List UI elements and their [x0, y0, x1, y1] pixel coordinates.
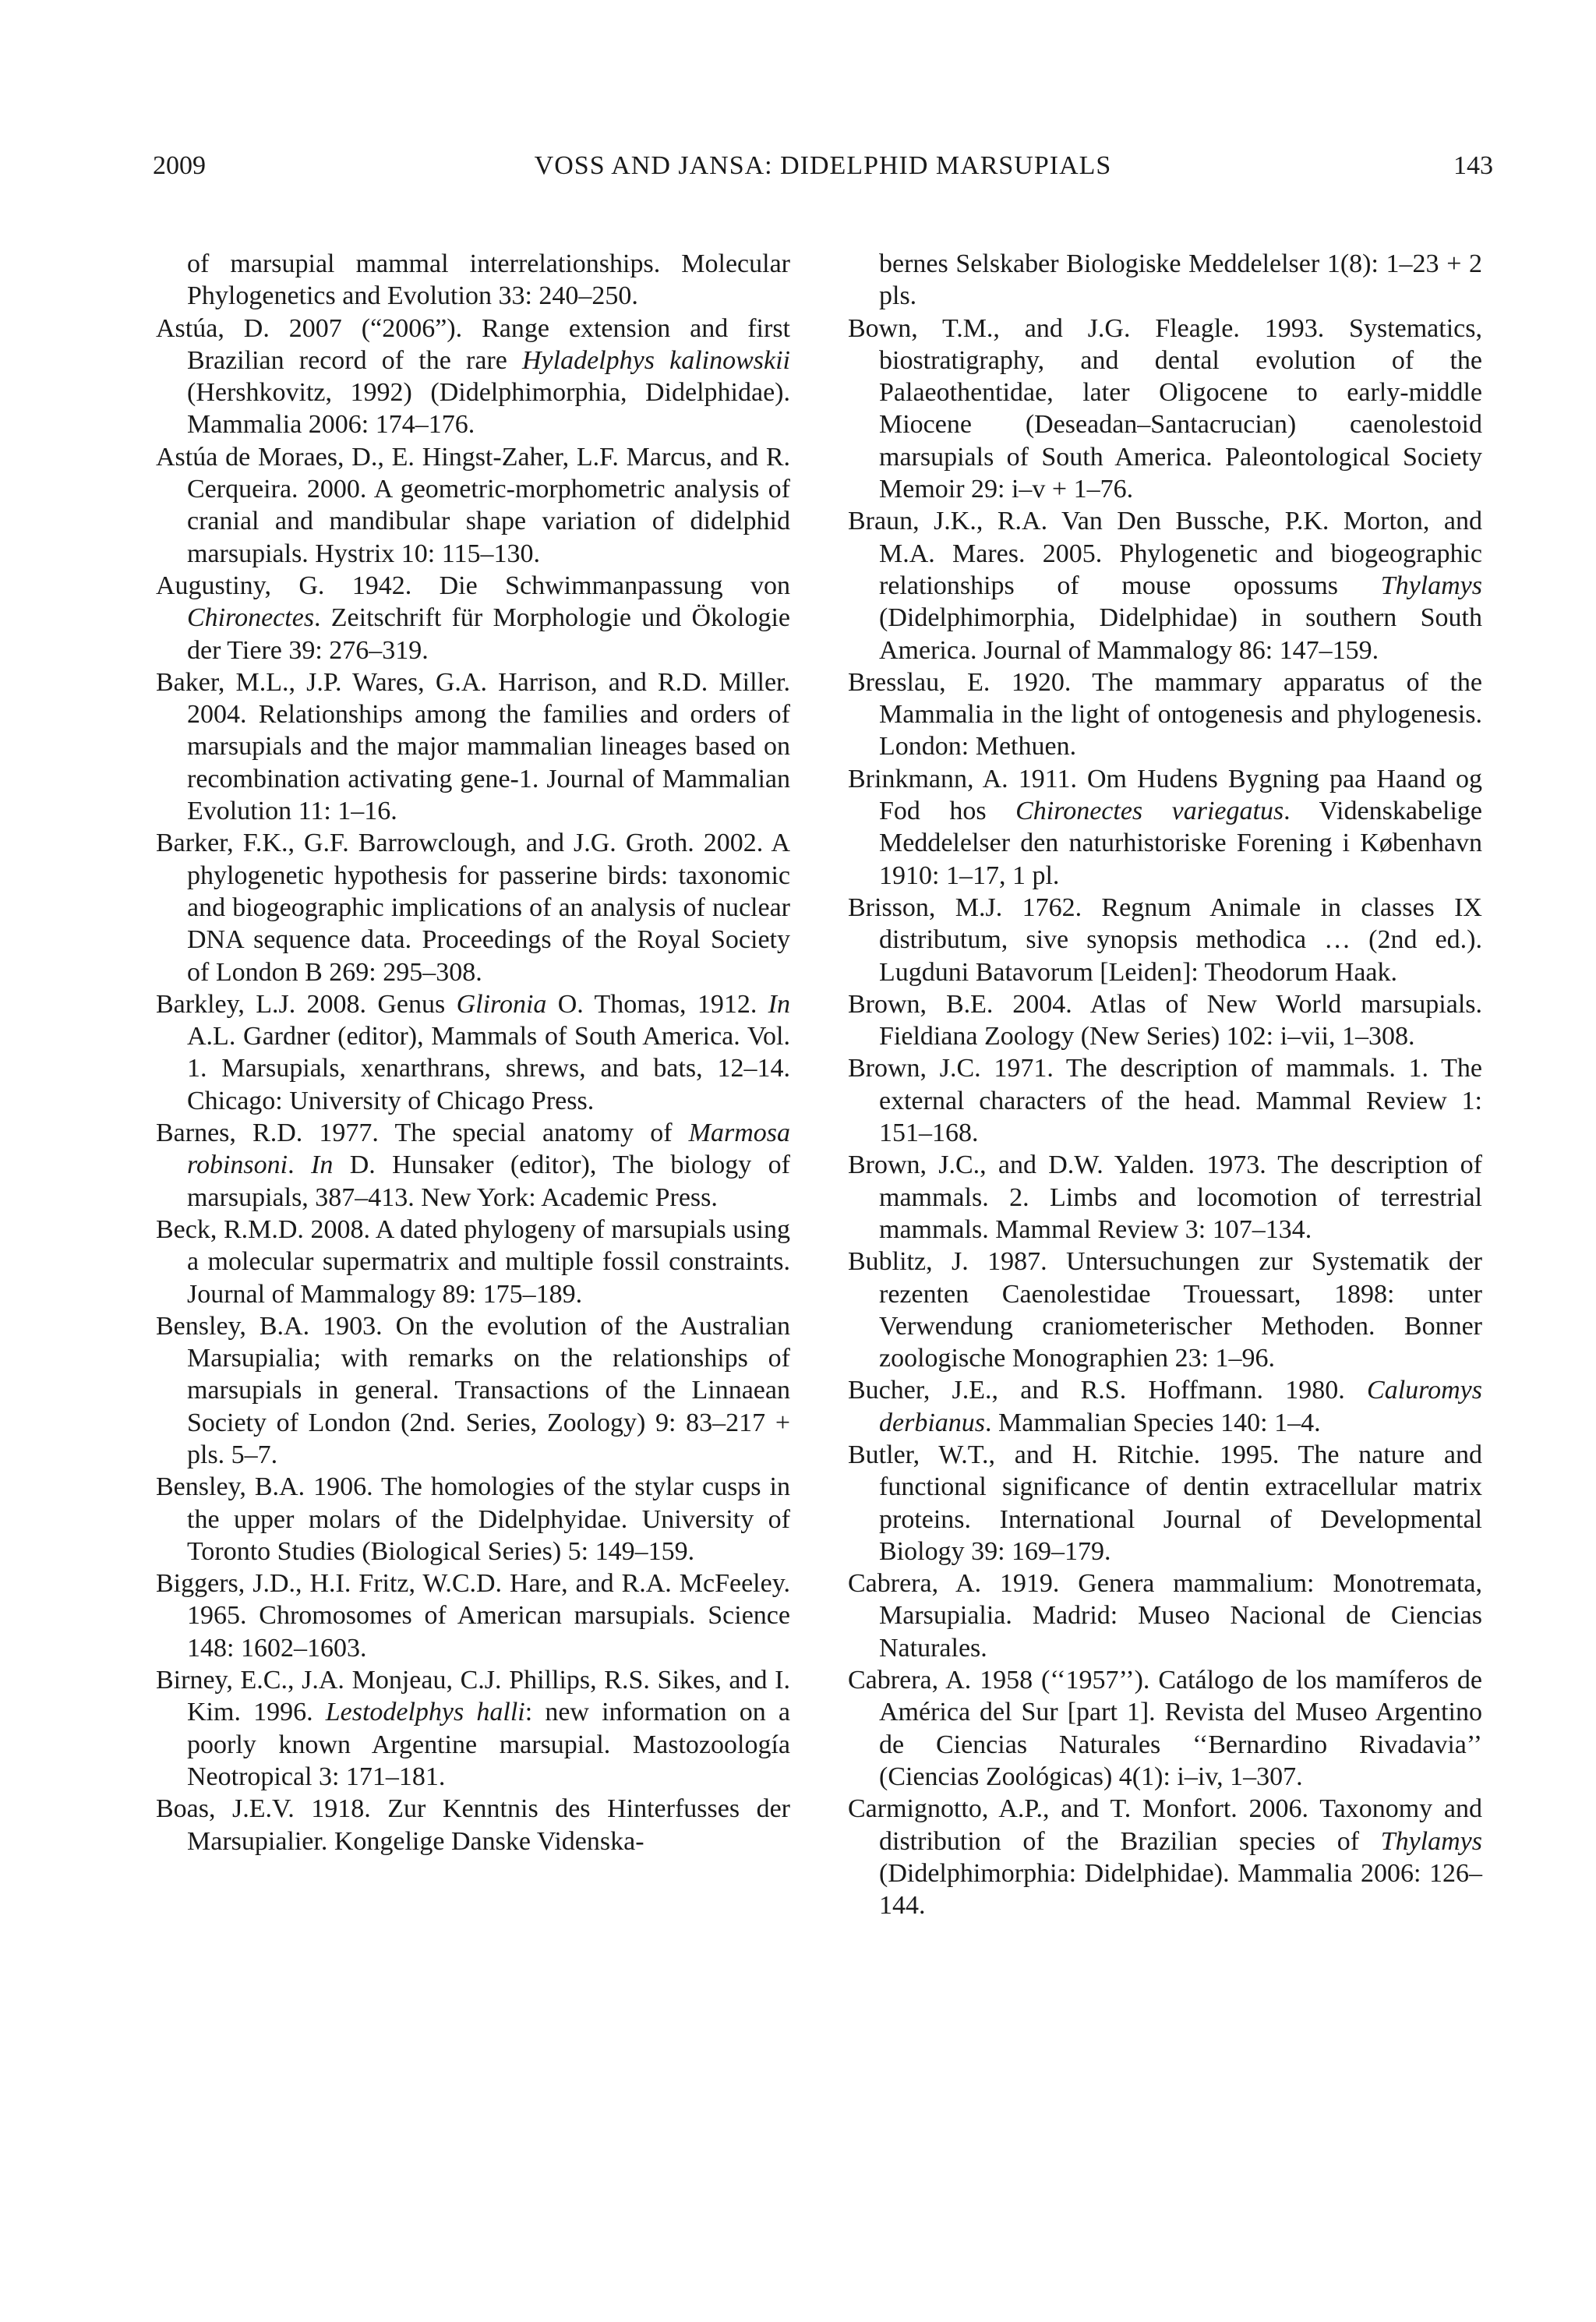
italic-taxon-text: Thylamys	[1380, 1826, 1482, 1856]
reference-text: Bensley, B.A. 1906. The homologies of the stylar cusps in the upper molars of the Didelphyidae. University of Toronto Studies (Biological Series) 5: 149–159.	[156, 1472, 790, 1566]
reference-text: Bensley, B.A. 1903. On the evolution of the Australian Marsupialia; with remarks on the relationships of marsupials in general. Transactions of the Linnaean Society of London (2nd. Series, Zoology) 9: 83–217 + pls. 5–7.	[156, 1311, 790, 1469]
running-head	[153, 148, 1493, 184]
reference-text: Carmignotto, A.P., and T. Monfort. 2006. Taxonomy and distribution of the Brazilian species of	[848, 1794, 1482, 1856]
reference-text: D. Hunsaker (editor), The biology of marsupials, 387–413. New York: Academic Press.	[187, 1150, 790, 1212]
reference-text: Baker, M.L., J.P. Wares, G.A. Harrison, and R.D. Miller. 2004. Relationships among the families and orders of marsupials and the major mammalian lineages based on recombination activating gene-1. Journal of Mammalian Evolution 11: 1–16.	[156, 667, 790, 826]
reference-text: Bublitz, J. 1987. Untersuchungen zur Systematik der rezenten Caenolestidae Trouessart, 1898: unter Verwendung craniometerischer Methoden. Bonner zoologische Monographien 23: 1–96.	[848, 1247, 1482, 1373]
italic-taxon-text: Chironectes	[187, 603, 315, 633]
reference-text: bernes Selskaber Biologiske Meddelelser 1(8): 1–23 + 2 pls.	[879, 249, 1482, 311]
reference-text: Brown, B.E. 2004. Atlas of New World marsupials. Fieldiana Zoology (New Series) 102: i–vii, 1–308.	[848, 989, 1482, 1051]
italic-taxon-text: Glironia	[456, 989, 547, 1019]
reference-entry	[848, 1439, 1482, 1567]
reference-entry	[848, 1664, 1482, 1793]
reference-entry	[156, 1793, 790, 1857]
reference-continuation	[848, 248, 1482, 313]
reference-text: A.L. Gardner (editor), Mammals of South America. Vol. 1. Marsupials, xenarthrans, shrews, and bats, 12–14. Chicago: University of Chicago Press.	[187, 1022, 790, 1115]
italic-taxon-text: Caluromys derbianus	[879, 1376, 1482, 1437]
reference-entry	[848, 1793, 1482, 1921]
reference-text: Butler, W.T., and H. Ritchie. 1995. The nature and functional significance of dentin extracellular matrix proteins. International Journal of Developmental Biology 39: 169–179.	[848, 1440, 1482, 1566]
italic-taxon-text: Thylamys	[1380, 571, 1482, 600]
reference-text: Cabrera, A. 1919. Genera mammalium: Monotremata, Marsupialia. Madrid: Museo Nacional de Ciencias Naturales.	[848, 1569, 1482, 1663]
reference-text: : new information on a poorly known Argentine marsupial. Mastozoología Neotropical 3: 171–181.	[187, 1698, 790, 1791]
references-right-column	[848, 248, 1482, 1921]
running-head-title: VOSS AND JANSA: DIDELPHID MARSUPIALS	[534, 151, 1112, 180]
reference-entry	[848, 763, 1482, 892]
reference-text: Barker, F.K., G.F. Barrowclough, and J.G. Groth. 2002. A phylogenetic hypothesis for passerine birds: taxonomic and biogeographic implications of an analysis of nuclear DNA sequence data. Proceedings of the Royal Society of London B 269: 295–308.	[156, 829, 790, 987]
italic-taxon-text: Marmosa robinsoni	[187, 1119, 790, 1180]
reference-continuation	[156, 248, 790, 313]
reference-text: Cabrera, A. 1958 (‘‘1957’’). Catálogo de los mamíferos de América del Sur [part 1]. Revista del Museo Argentino de Ciencias Naturales ‘‘Bernardino Rivadavia’’ (Ciencias Zoológicas) 4(1): i–iv, 1–307.	[848, 1666, 1482, 1791]
reference-entry	[156, 313, 790, 441]
reference-text: Astúa de Moraes, D., E. Hingst-Zaher, L.F. Marcus, and R. Cerqueira. 2000. A geometric-morphometric analysis of cranial and mandibular shape variation of didelphid marsupials. Hystrix 10: 115–130.	[156, 442, 790, 568]
reference-entry	[848, 892, 1482, 988]
running-head-year: 2009	[153, 151, 206, 180]
reference-text: O. Thomas, 1912.	[546, 989, 768, 1019]
reference-entry	[156, 1664, 790, 1793]
reference-text: Brisson, M.J. 1762. Regnum Animale in classes IX distributum, sive synopsis methodica … (2nd ed.). Lugduni Batavorum [Leiden]: Theodorum Haak.	[848, 892, 1482, 987]
reference-text: . Mammalian Species 140: 1–4.	[985, 1408, 1321, 1437]
reference-entry	[156, 666, 790, 827]
reference-text: Birney, E.C., J.A. Monjeau, C.J. Phillips, R.S. Sikes, and I. Kim. 1996.	[156, 1666, 790, 1727]
reference-entry	[848, 1149, 1482, 1246]
reference-text: .	[288, 1150, 311, 1180]
reference-entry	[156, 827, 790, 988]
reference-entry	[848, 313, 1482, 506]
italic-taxon-text: Lestodelphys halli	[325, 1698, 525, 1727]
reference-text: Bresslau, E. 1920. The mammary apparatus of the Mammalia in the light of ontogenesis and phylogenesis. London: Methuen.	[848, 667, 1482, 762]
reference-text: Barkley, L.J. 2008. Genus	[156, 989, 457, 1019]
reference-text: Braun, J.K., R.A. Van Den Bussche, P.K. Morton, and M.A. Mares. 2005. Phylogenetic and biogeographic relationships of mouse opossums	[848, 507, 1482, 600]
reference-text: (Didelphimorphia, Didelphidae) in southern South America. Journal of Mammalogy 86: 147–159.	[879, 603, 1482, 665]
italic-taxon-text: Chironectes variegatus	[1015, 797, 1284, 826]
reference-entry	[848, 1052, 1482, 1149]
reference-text: Augustiny, G. 1942. Die Schwimmanpassung von	[156, 571, 790, 600]
reference-text: Bucher, J.E., and R.S. Hoffmann. 1980.	[848, 1376, 1368, 1405]
reference-text: . Videnskabelige Meddelelser den naturhistoriske Forening i København 1910: 1–17, 1 pl.	[879, 797, 1482, 890]
italic-taxon-text: Hyladelphys kalinowskii	[522, 345, 791, 375]
reference-text: Astúa, D. 2007 (“2006”). Range extension and first Brazilian record of the rare	[156, 313, 790, 375]
reference-text: of marsupial mammal interrelationships. Molecular Phylogenetics and Evolution 33: 240–250.	[187, 249, 790, 311]
reference-entry	[156, 1117, 790, 1214]
reference-entry	[156, 441, 790, 570]
italic-taxon-text: In	[311, 1150, 334, 1180]
page-number: 143	[1453, 151, 1493, 180]
reference-entry	[848, 1246, 1482, 1374]
reference-entry	[156, 1567, 790, 1664]
reference-entry	[156, 1310, 790, 1471]
reference-text: Brown, J.C. 1971. The description of mammals. 1. The external characters of the head. Mammal Review 1: 151–168.	[848, 1054, 1482, 1148]
reference-entry	[156, 570, 790, 666]
reference-entry	[156, 988, 790, 1117]
reference-text: Boas, J.E.V. 1918. Zur Kenntnis des Hinterfusses der Marsupialier. Kongelige Danske Videnska-	[156, 1794, 790, 1856]
reference-entry	[848, 505, 1482, 666]
reference-entry	[848, 1374, 1482, 1439]
reference-entry	[848, 1567, 1482, 1664]
reference-text: . Zeitschrift für Morphologie und Ökologie der Tiere 39: 276–319.	[187, 603, 790, 665]
reference-entry	[848, 666, 1482, 763]
reference-text: Brinkmann, A. 1911. Om Hudens Bygning paa Haand og Fod hos	[848, 764, 1482, 826]
references-left-column	[156, 248, 790, 1857]
reference-entry	[156, 1214, 790, 1310]
reference-entry	[156, 1471, 790, 1567]
reference-text: Barnes, R.D. 1977. The special anatomy of	[156, 1119, 689, 1148]
reference-text: Biggers, J.D., H.I. Fritz, W.C.D. Hare, and R.A. McFeeley. 1965. Chromosomes of American marsupials. Science 148: 1602–1603.	[156, 1569, 790, 1663]
reference-text: (Hershkovitz, 1992) (Didelphimorphia, Didelphidae). Mammalia 2006: 174–176.	[187, 378, 790, 440]
reference-text: Bown, T.M., and J.G. Fleagle. 1993. Systematics, biostratigraphy, and dental evolution of the Palaeothentidae, later Oligocene to early-middle Miocene (Deseadan–Santacrucian) caenolestoid marsupials of South America. Paleontological Society Memoir 29: i–v + 1–76.	[848, 313, 1482, 504]
italic-taxon-text: In	[768, 989, 790, 1019]
reference-entry	[848, 988, 1482, 1053]
reference-text: Beck, R.M.D. 2008. A dated phylogeny of marsupials using a molecular supermatrix and multiple fossil constraints. Journal of Mammalogy 89: 175–189.	[156, 1214, 790, 1309]
reference-text: (Didelphimorphia: Didelphidae). Mammalia 2006: 126–144.	[879, 1858, 1482, 1921]
reference-text: Brown, J.C., and D.W. Yalden. 1973. The description of mammals. 2. Limbs and locomotion of terrestrial mammals. Mammal Review 3: 107–134.	[848, 1150, 1482, 1244]
